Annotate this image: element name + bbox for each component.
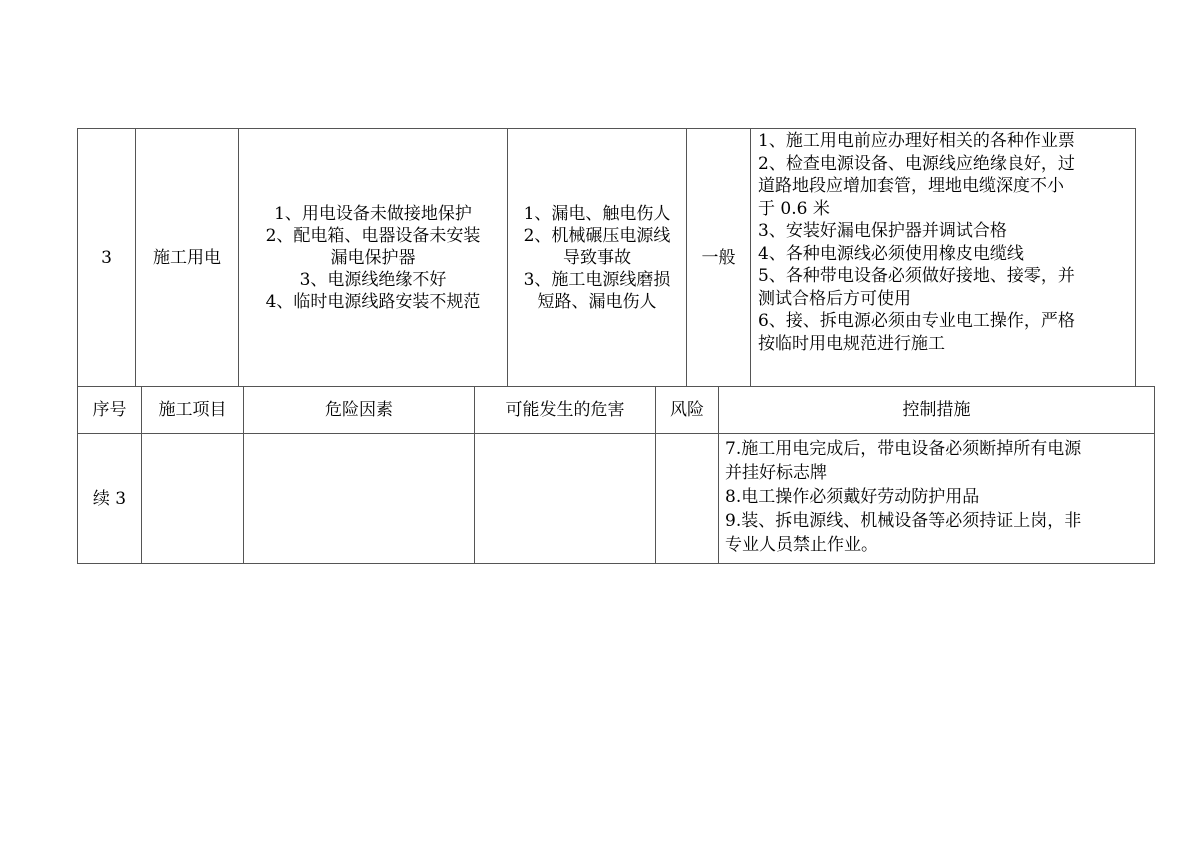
table-border-bottom xyxy=(77,563,1155,564)
header-harms xyxy=(475,387,655,433)
construction-item-text: 施工用电 xyxy=(153,247,221,268)
measure-line: 按临时用电规范进行施工 xyxy=(758,333,945,354)
measure-line: 于 0.6 米 xyxy=(758,198,830,219)
measure-line: 8.电工操作必须戴好劳动防护用品 xyxy=(725,487,980,507)
measure-line: 并挂好标志牌 xyxy=(725,463,827,483)
table-border-right-top xyxy=(1135,128,1136,386)
header-measures xyxy=(719,387,1154,433)
harm-line: 导致事故 xyxy=(562,247,631,268)
construction-item xyxy=(136,129,238,386)
hazard-line: 1、用电设备未做接地保护 xyxy=(274,203,472,224)
column-divider xyxy=(750,128,751,386)
cont-row-index-text: 续 3 xyxy=(92,488,127,509)
cont-row-index xyxy=(78,434,141,563)
measure-line: 1、施工用电前应办理好相关的各种作业票 xyxy=(758,131,1075,151)
harm-line: 3、施工电源线磨损 xyxy=(523,269,671,290)
harm-line: 1、漏电、触电伤人 xyxy=(523,203,671,224)
hazard-factors xyxy=(239,129,507,386)
header-index-text: 序号 xyxy=(92,400,127,420)
control-measures xyxy=(758,130,1132,355)
harm-line: 短路、漏电伤人 xyxy=(537,291,657,312)
measure-line: 3、安装好漏电保护器并调试合格 xyxy=(758,221,1007,241)
row-divider xyxy=(77,433,1155,434)
measure-line: 测试合格后方可使用 xyxy=(758,288,911,309)
hazard-line: 4、临时电源线路安装不规范 xyxy=(265,291,481,312)
measure-line: 2、检查电源设备、电源线应绝缘良好，过 xyxy=(758,153,1075,174)
hazard-line: 3、电源线绝缘不好 xyxy=(299,269,447,290)
hazard-line: 2、配电箱、电器设备未安装 xyxy=(265,225,481,246)
measure-line: 道路地段应增加套管，埋地电缆深度不小 xyxy=(758,176,1064,196)
header-hazards xyxy=(244,387,474,433)
measure-line: 9.装、拆电源线、机械设备等必须持证上岗，非 xyxy=(725,511,1082,531)
measure-line: 7.施工用电完成后，带电设备必须断掉所有电源 xyxy=(725,439,1082,459)
header-index xyxy=(78,387,141,433)
possible-harms xyxy=(508,129,686,386)
measure-line: 4、各种电源线必须使用橡皮电缆线 xyxy=(758,243,1024,264)
row-index-text: 3 xyxy=(101,247,112,268)
row-index xyxy=(78,129,135,386)
header-risk-text: 风险 xyxy=(670,400,704,420)
risk-level-text: 一般 xyxy=(701,247,736,268)
header-measures-text: 控制措施 xyxy=(902,400,971,420)
header-hazards-text: 危险因素 xyxy=(325,400,393,420)
header-item-text: 施工项目 xyxy=(158,400,227,420)
table-border-right xyxy=(1154,386,1155,564)
header-harms-text: 可能发生的危害 xyxy=(505,400,625,420)
measure-line: 6、接、拆电源必须由专业电工操作，严格 xyxy=(758,311,1075,331)
hazard-line: 漏电保护器 xyxy=(330,247,416,268)
header-risk xyxy=(656,387,718,433)
measure-line: 5、各种带电设备必须做好接地、接零，并 xyxy=(758,266,1075,286)
risk-level xyxy=(687,129,750,386)
header-item xyxy=(142,387,243,433)
harm-line: 2、机械碾压电源线 xyxy=(523,225,671,246)
cont-control-measures xyxy=(725,437,1152,557)
measure-line: 专业人员禁止作业。 xyxy=(725,535,878,555)
